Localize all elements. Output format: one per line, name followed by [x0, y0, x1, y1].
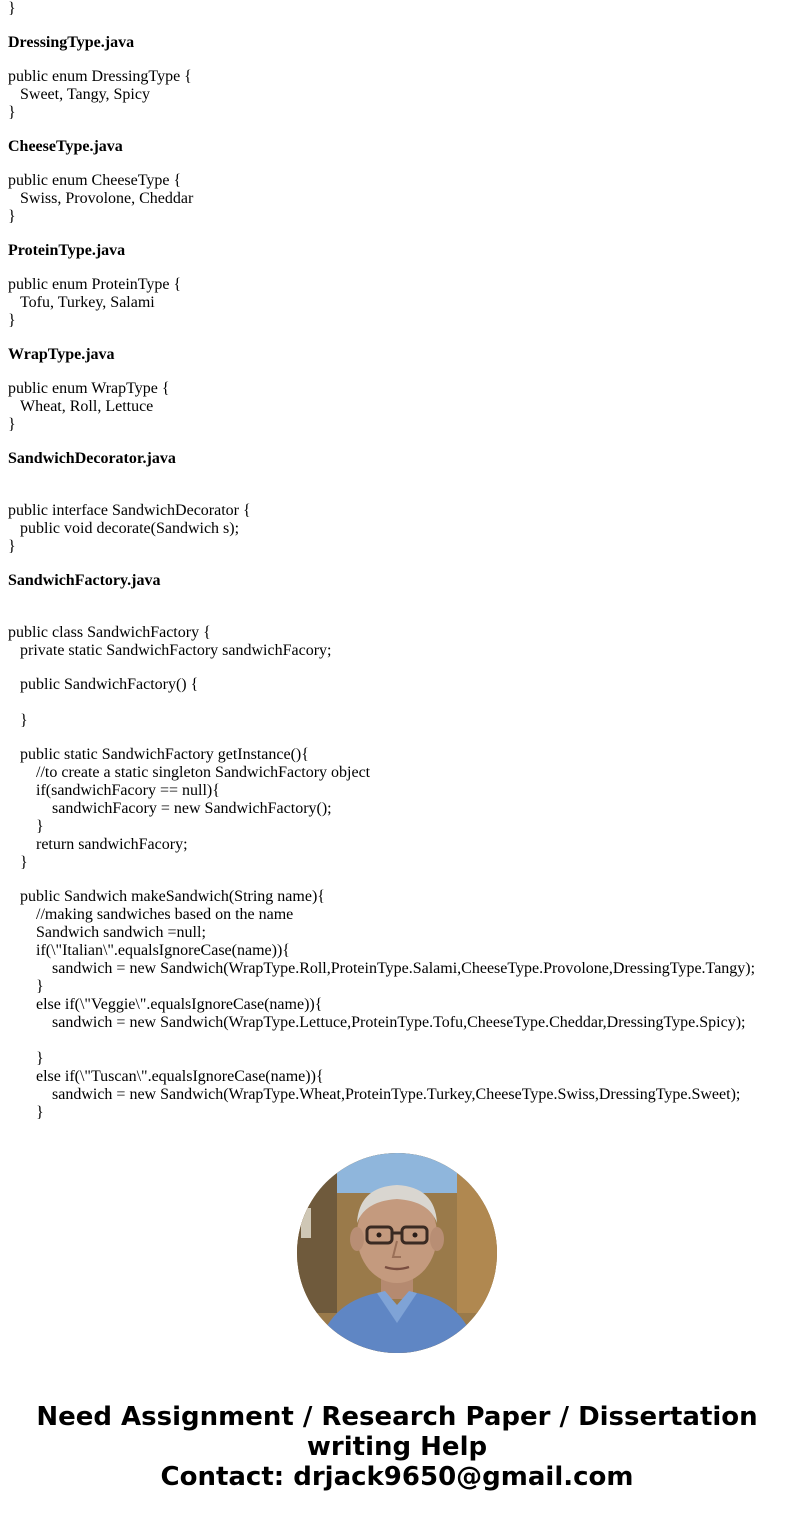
promo-line-2: writing Help [306, 1432, 488, 1462]
code-line: sandwich = new Sandwich(WrapType.Wheat,ProteinType.Turkey,CheeseType.Swiss,DressingType.Sweet); [52, 1086, 741, 1103]
code-line: return sandwichFacory; [36, 836, 188, 853]
code-line: public Sandwich makeSandwich(String name){ [20, 888, 325, 905]
code-line: Sandwich sandwich =null; [36, 924, 206, 941]
code-line: } [8, 538, 16, 555]
promo-contact-line: Contact: drjack9650@gmail.com [160, 1462, 634, 1492]
blank-line [8, 590, 788, 606]
blank-line [8, 122, 788, 138]
code-line: } [20, 712, 28, 729]
code-line: else if(\"Tuscan\".equalsIgnoreCase(name)){ [36, 1068, 324, 1085]
code-line: Sweet, Tangy, Spicy [20, 86, 150, 103]
code-line: if(sandwichFacory == null){ [36, 782, 220, 799]
code-line: if(\"Italian\".equalsIgnoreCase(name)){ [36, 942, 290, 959]
promo-banner [0, 1402, 794, 1492]
code-line: sandwichFacory = new SandwichFactory(); [52, 800, 332, 817]
author-avatar [297, 1153, 497, 1353]
code-line: public SandwichFactory() { [20, 676, 199, 693]
code-line: } [8, 104, 16, 121]
code-line: } [36, 1050, 44, 1067]
file-heading: CheeseType.java [8, 138, 123, 155]
blank-line [8, 156, 788, 172]
code-line [8, 606, 788, 624]
blank-line [8, 434, 788, 450]
code-line: } [8, 208, 16, 225]
blank-line [8, 52, 788, 68]
code-line: } [8, 416, 16, 433]
code-line: public void decorate(Sandwich s); [20, 520, 240, 537]
code-line: public interface SandwichDecorator { [8, 502, 251, 519]
code-line: } [8, 312, 16, 329]
file-heading: DressingType.java [8, 34, 135, 51]
code-line: } [36, 818, 44, 835]
code-line: } [20, 854, 28, 871]
code-line: } [36, 978, 44, 995]
blank-line [8, 18, 788, 34]
code-document [8, 0, 788, 1122]
file-heading: WrapType.java [8, 346, 115, 363]
code-line: Tofu, Turkey, Salami [20, 294, 155, 311]
blank-line [8, 556, 788, 572]
code-line: Wheat, Roll, Lettuce [20, 398, 154, 415]
code-line: sandwich = new Sandwich(WrapType.Lettuce,ProteinType.Tofu,CheeseType.Cheddar,DressingType.Spicy); [52, 1014, 746, 1031]
code-line: public static SandwichFactory getInstance(){ [20, 746, 309, 763]
file-heading: SandwichFactory.java [8, 572, 161, 589]
code-line: sandwich = new Sandwich(WrapType.Roll,ProteinType.Salami,CheeseType.Provolone,DressingType.Tangy); [52, 960, 756, 977]
file-heading: SandwichDecorator.java [8, 450, 176, 467]
code-line: else if(\"Veggie\".equalsIgnoreCase(name)){ [36, 996, 323, 1013]
code-line: public class SandwichFactory { [8, 624, 211, 641]
blank-line [8, 660, 788, 676]
code-line: public enum CheeseType { [8, 172, 182, 189]
code-line: Swiss, Provolone, Cheddar [20, 190, 194, 207]
code-line: private static SandwichFactory sandwichFacory; [20, 642, 332, 659]
promo-line-1: Need Assignment / Research Paper / Dissertation [36, 1402, 758, 1432]
code-line: } [36, 1104, 44, 1121]
code-line: public enum DressingType { [8, 68, 192, 85]
blank-line [8, 260, 788, 276]
blank-line [8, 872, 788, 888]
file-heading: ProteinType.java [8, 242, 126, 259]
code-line: //to create a static singleton SandwichFactory object [36, 764, 371, 781]
person-photo-icon [297, 1153, 497, 1353]
blank-line [8, 730, 788, 746]
code-line: //making sandwiches based on the name [36, 906, 294, 923]
blank-line [8, 226, 788, 242]
blank-line [8, 468, 788, 484]
code-line: } [8, 0, 16, 17]
blank-line [8, 330, 788, 346]
code-line: public enum WrapType { [8, 380, 170, 397]
code-line [8, 694, 788, 712]
code-line [8, 1032, 788, 1050]
code-line [8, 484, 788, 502]
blank-line [8, 364, 788, 380]
code-line: public enum ProteinType { [8, 276, 182, 293]
